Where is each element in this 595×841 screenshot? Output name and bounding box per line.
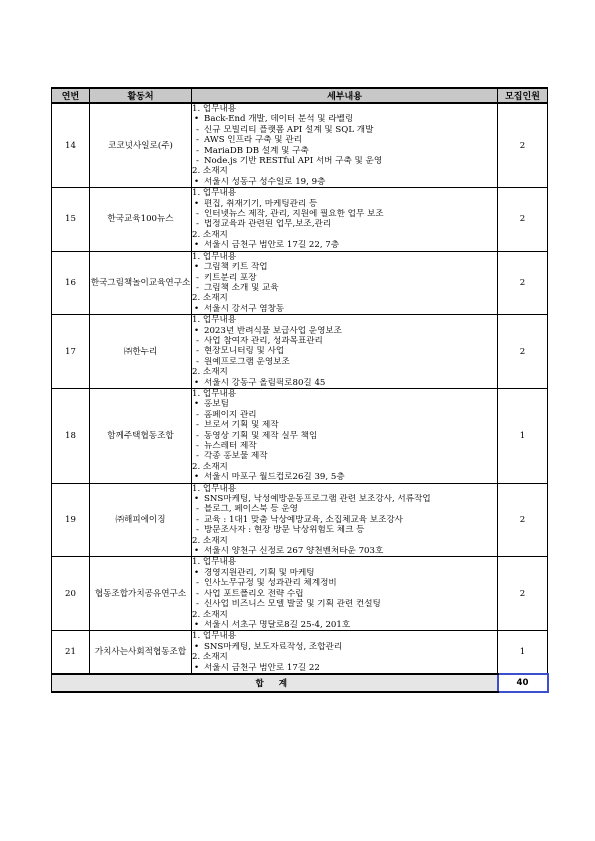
- row-number: 16: [52, 251, 90, 314]
- recruit-count: 2: [498, 483, 548, 557]
- detail-bullet: • 홍보팀: [192, 399, 497, 409]
- organization-name: ㈜해피에이징: [90, 483, 192, 557]
- detail-heading: 1. 업무내용: [192, 557, 237, 568]
- detail-item: - 신사업 비즈니스 모델 발굴 및 기획 관련 컨설팅: [192, 599, 497, 609]
- detail-heading: 2. 소재지: [192, 461, 228, 472]
- detail-item: - 현장모니터링 및 사업: [192, 346, 497, 356]
- detail-item: - AWS 인프라 구축 및 관리: [192, 135, 497, 145]
- detail-bullet: • 서울시 성동구 성수일로 19, 9층: [192, 177, 497, 187]
- detail-item: - 그림책 소개 및 교육: [192, 283, 497, 293]
- detail-cell: [192, 631, 498, 674]
- table-row: [52, 557, 548, 631]
- detail-item: - 법정교육과 관련된 업무,보조,관리: [192, 219, 497, 229]
- recruit-count: 1: [498, 388, 548, 483]
- detail-item: - 동영상 기획 및 제작 실무 책임: [192, 431, 497, 441]
- header-org: 활동처: [90, 88, 192, 103]
- table-row: [52, 315, 548, 389]
- table-row: [52, 483, 548, 557]
- detail-cell: [192, 103, 498, 188]
- detail-heading: 1. 업무내용: [192, 251, 237, 262]
- header-count: 모집인원: [498, 88, 548, 103]
- organization-name: 코코넛사일로(주): [90, 103, 192, 188]
- row-number: 14: [52, 103, 90, 188]
- detail-cell: [192, 557, 498, 631]
- recruit-count: 2: [498, 103, 548, 188]
- detail-heading: 2. 소재지: [192, 166, 228, 177]
- detail-bullet: • 서울시 금천구 범안로 17길 22, 7층: [192, 240, 497, 250]
- detail-item: - 인사노무규정 및 성과관리 체계정비: [192, 578, 497, 588]
- detail-bullet: • 서울시 강서구 염창동: [192, 304, 497, 314]
- detail-bullet: • Back-End 개발, 데이터 분석 및 라벨링: [192, 114, 497, 124]
- detail-item: - 원예프로그램 운영보조: [192, 357, 497, 367]
- organization-name: 가치사는사회적협동조합: [90, 631, 192, 674]
- table-row: [52, 631, 548, 674]
- detail-bullet: • 편집, 취재기기, 마케팅관리 등: [192, 199, 497, 209]
- row-number: 20: [52, 557, 90, 631]
- table-row: [52, 188, 548, 251]
- recruitment-table: [51, 87, 549, 693]
- detail-item: - 인터넷뉴스 제작, 관리, 지원에 필요한 업무 보조: [192, 209, 497, 219]
- header-detail: 세부내용: [192, 88, 498, 103]
- detail-bullet: • 그림책 키트 작업: [192, 262, 497, 272]
- recruit-count: 2: [498, 188, 548, 251]
- detail-item: - 교육 : 1대1 맞춤 낙상예방교육, 소집체교육 보조강사: [192, 515, 497, 525]
- detail-heading: 1. 업무내용: [192, 104, 237, 114]
- detail-bullet: • 2023년 반려식물 보급사업 운영보조: [192, 326, 497, 336]
- organization-name: 한국교육100뉴스: [90, 188, 192, 251]
- detail-cell: [192, 483, 498, 557]
- detail-cell: [192, 388, 498, 483]
- recruit-count: 1: [498, 631, 548, 674]
- detail-item: - 사업 포트폴리오 전략 수립: [192, 589, 497, 599]
- organization-name: 함께주택협동조합: [90, 388, 192, 483]
- header-row: [52, 88, 548, 103]
- detail-heading: 2. 소재지: [192, 535, 228, 546]
- detail-item: - Node.js 기반 RESTful API 서버 구축 및 운영: [192, 156, 497, 166]
- detail-bullet: • SNS마케팅, 낙성예방운동프로그램 관련 보조강사, 서류작업: [192, 494, 497, 504]
- detail-cell: [192, 188, 498, 251]
- detail-item: - 신규 모빌리티 플랫폼 API 설계 및 SQL 개발: [192, 125, 497, 135]
- detail-item: - 사업 참여자 관리, 성과목표관리: [192, 336, 497, 346]
- detail-heading: 1. 업무내용: [192, 483, 237, 494]
- detail-heading: 2. 소재지: [192, 229, 228, 240]
- recruit-count: 2: [498, 251, 548, 314]
- total-label: 합 계: [52, 674, 498, 692]
- detail-item: - MariaDB DB 설계 및 구축: [192, 146, 497, 156]
- detail-bullet: • 서울시 강동구 올림픽로80길 45: [192, 378, 497, 388]
- table-row: [52, 388, 548, 483]
- table-row: [52, 251, 548, 314]
- detail-bullet: • SNS마케팅, 보도자료작성, 조합관리: [192, 642, 497, 652]
- organization-name: ㈜한누리: [90, 315, 192, 389]
- detail-heading: 2. 소재지: [192, 367, 228, 378]
- row-number: 15: [52, 188, 90, 251]
- detail-item: - 블로그, 페이스북 등 운영: [192, 504, 497, 514]
- detail-heading: 1. 업무내용: [192, 631, 237, 642]
- total-value: 40: [498, 674, 548, 692]
- row-number: 19: [52, 483, 90, 557]
- detail-item: - 방문조사자 : 현장 방문 낙상위험도 체크 등: [192, 525, 497, 535]
- detail-bullet: • 서울시 금천구 범안로 17길 22: [192, 663, 497, 673]
- detail-heading: 2. 소재지: [192, 609, 228, 620]
- detail-bullet: • 서울시 서초구 명달로8길 25-4, 201호: [192, 620, 497, 630]
- detail-heading: 2. 소재지: [192, 293, 228, 304]
- detail-item: - 뉴스레터 제작: [192, 441, 497, 451]
- detail-heading: 1. 업무내용: [192, 315, 237, 326]
- detail-bullet: • 경영지원관리, 기획 및 마케팅: [192, 568, 497, 578]
- detail-item: - 키트분리 포장: [192, 273, 497, 283]
- detail-item: - 브로셔 기획 및 제작: [192, 420, 497, 430]
- detail-item: - 홈페이지 관리: [192, 410, 497, 420]
- detail-heading: 2. 소재지: [192, 652, 228, 663]
- recruit-count: 2: [498, 315, 548, 389]
- detail-bullet: • 서울시 양천구 신정로 267 양천벤처타운 703호: [192, 546, 497, 556]
- table-row: [52, 103, 548, 188]
- detail-cell: [192, 251, 498, 314]
- row-number: 17: [52, 315, 90, 389]
- total-row: [52, 674, 548, 692]
- detail-item: - 각종 홍보물 제작: [192, 451, 497, 461]
- detail-heading: 1. 업무내용: [192, 188, 237, 199]
- recruit-count: 2: [498, 557, 548, 631]
- row-number: 21: [52, 631, 90, 674]
- detail-bullet: • 서울시 마포구 월드컵로26길 39, 5층: [192, 472, 497, 482]
- organization-name: 한국그림책놀이교육연구소: [90, 251, 192, 314]
- row-number: 18: [52, 388, 90, 483]
- header-no: 연번: [52, 88, 90, 103]
- detail-cell: [192, 315, 498, 389]
- detail-heading: 1. 업무내용: [192, 388, 237, 399]
- organization-name: 협동조합가치공유연구소: [90, 557, 192, 631]
